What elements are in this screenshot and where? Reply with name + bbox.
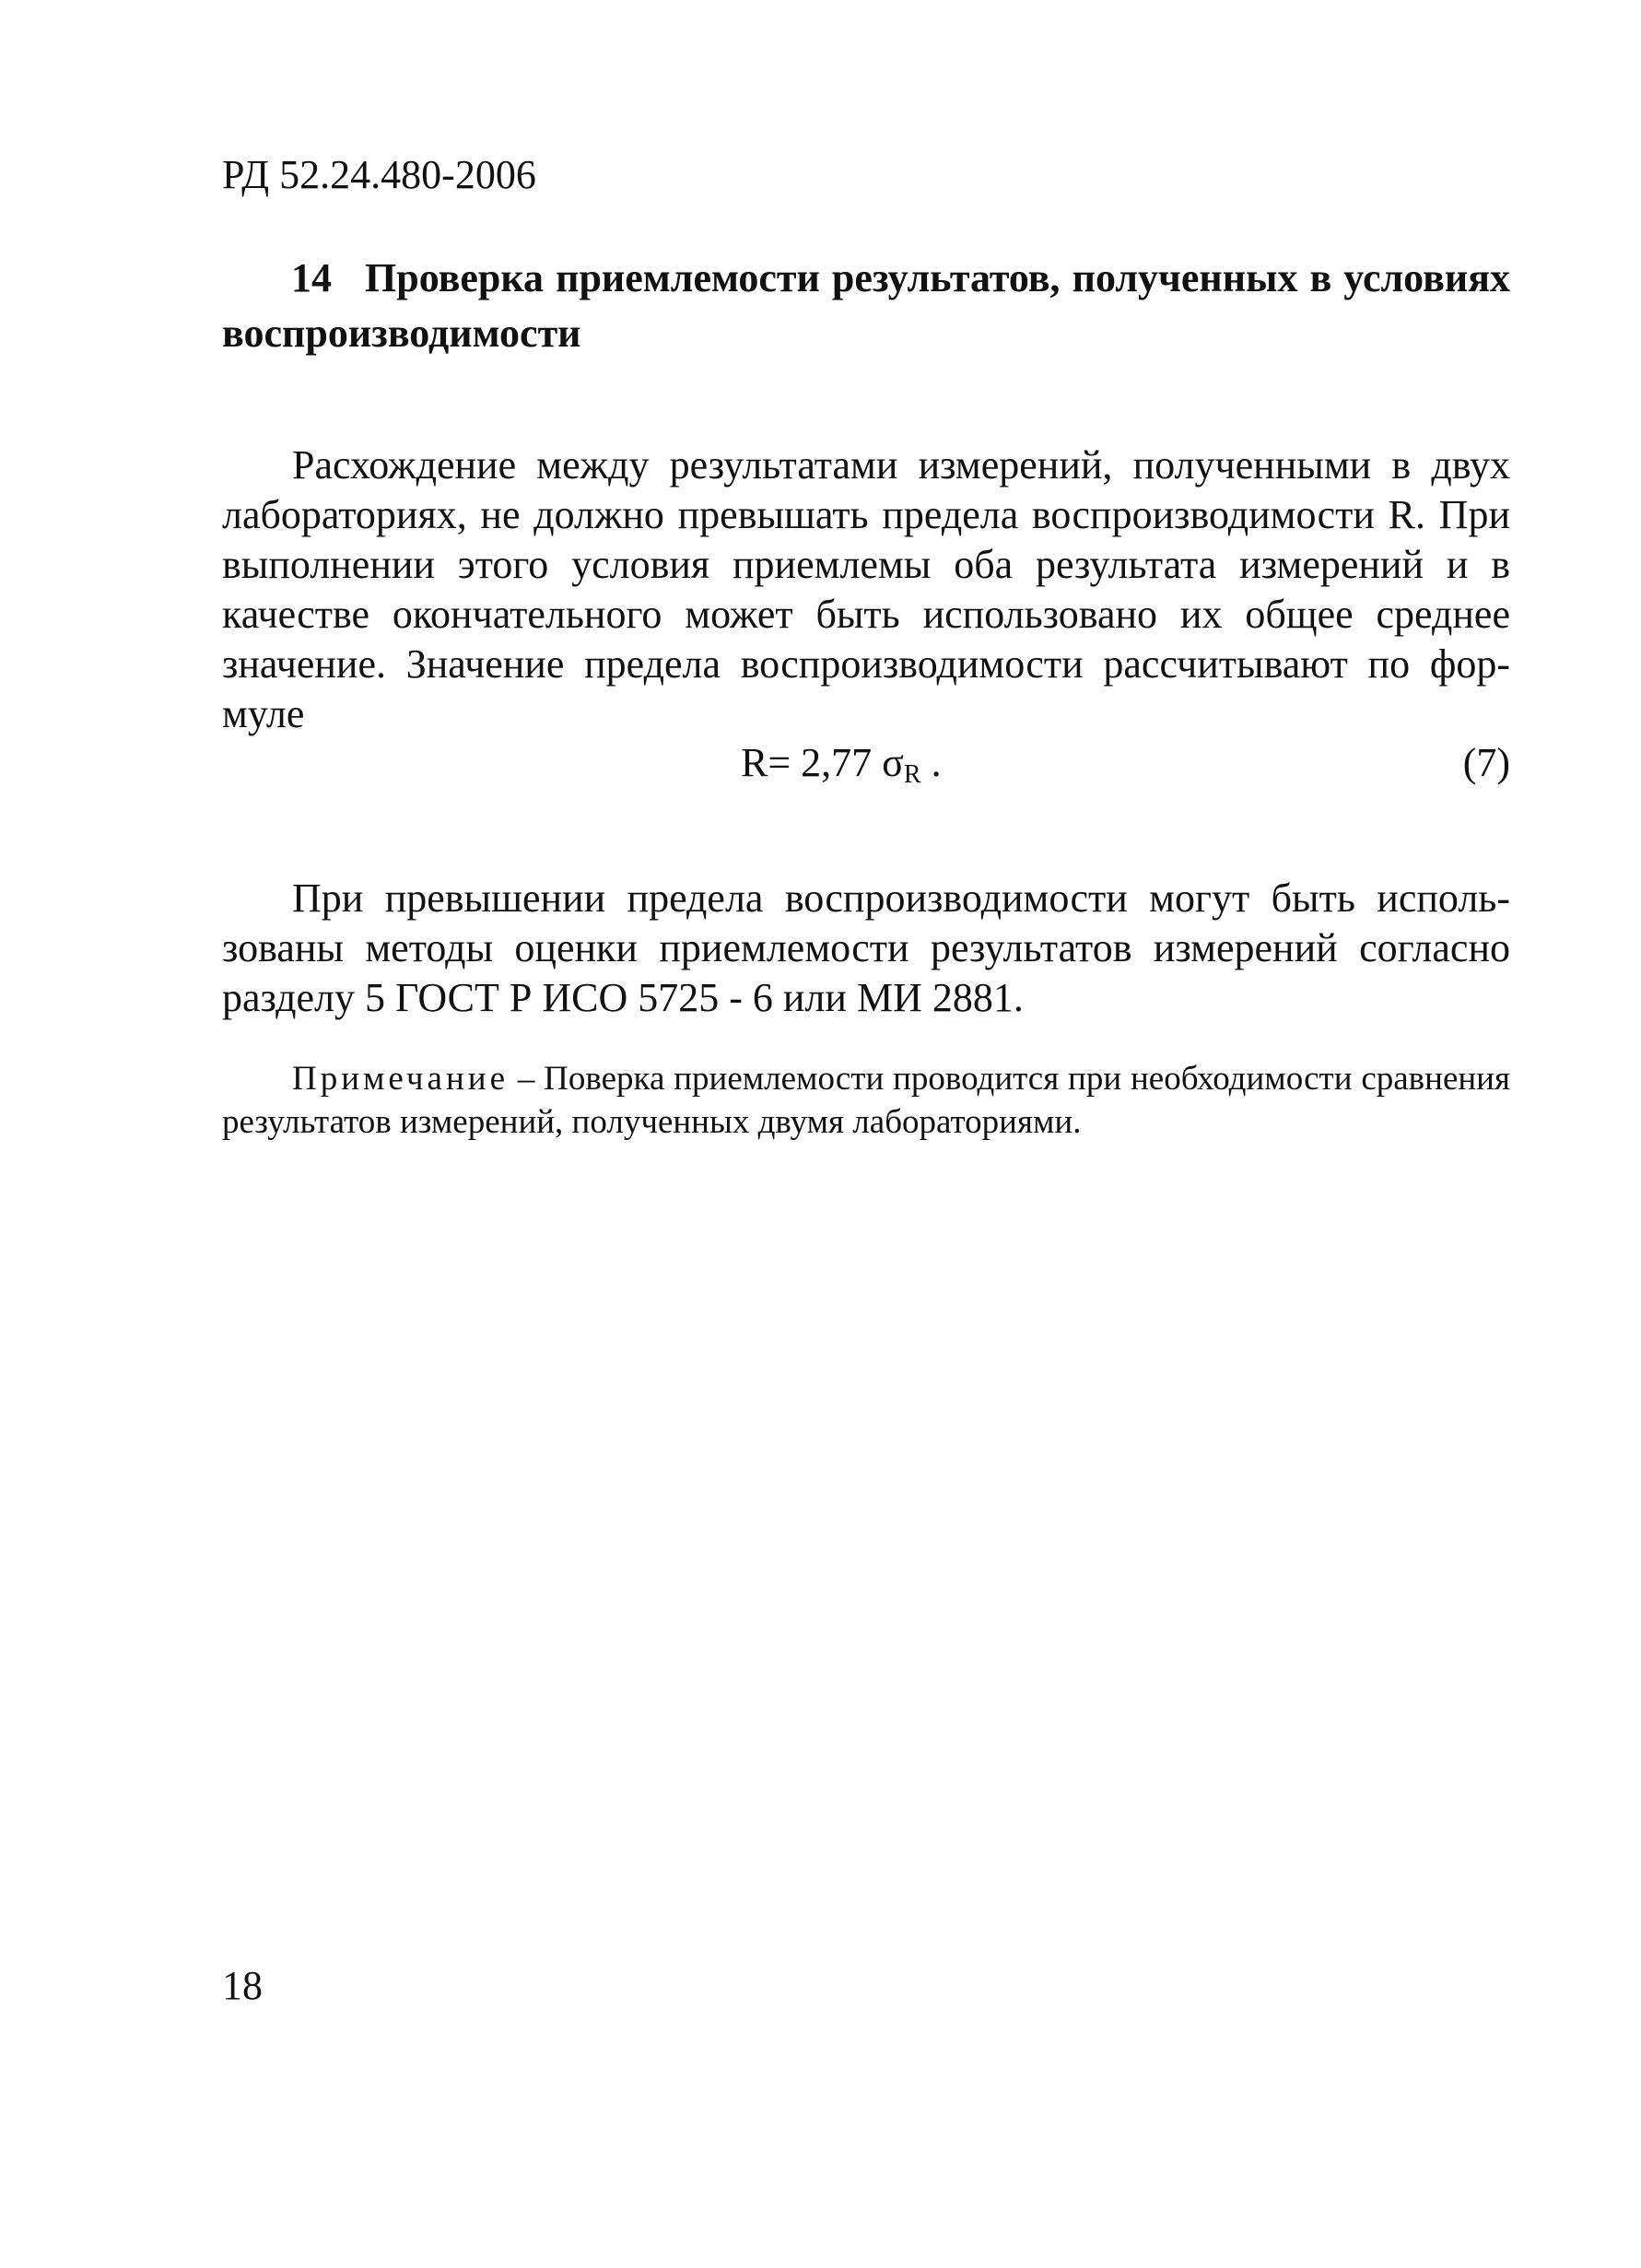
formula-row: [222, 735, 1510, 791]
formula-subscript: R: [903, 760, 921, 789]
page-number: 18: [222, 1963, 263, 2008]
formula-expression: R= 2,77 σ: [741, 740, 904, 785]
note-label: Примечание: [292, 1060, 509, 1098]
formula-number: (7): [1462, 740, 1510, 785]
document-code: РД 52.24.480-2006: [222, 152, 536, 197]
note: [222, 1057, 1510, 1144]
formula-trailing: .: [920, 740, 942, 785]
paragraph-reproducibility-limit: Расхождение между результатами измерений, полученными в двух лабораториях, не должно превышать предела воспроизводимости R. При выполнении этого условия приемлемы оба результата измерений и в качестве окончательного может быть использовано их общее среднее значение. Значение предела воспроизводимости рассчитывают по формуле: [222, 442, 1510, 736]
section-heading: [222, 251, 1510, 361]
note-text: Поверка приемлемости проводится при необходимости сравнения результатов измерений, полученных двумя лабораториями.: [222, 1060, 1510, 1141]
section-number: 14: [291, 255, 332, 300]
formula: [741, 735, 942, 803]
note-dash: –: [509, 1060, 545, 1098]
section-title: Проверка приемлемости результатов, полученных в условиях воспроизводимости: [222, 255, 1510, 356]
paragraph-exceeding-limit: При превышении предела воспроизводимости могут быть использованы методы оценки приемлемости результатов измерений согласно разделу 5 ГОСТ Р ИСО 5725 - 6 или МИ 2881.: [222, 875, 1510, 1020]
